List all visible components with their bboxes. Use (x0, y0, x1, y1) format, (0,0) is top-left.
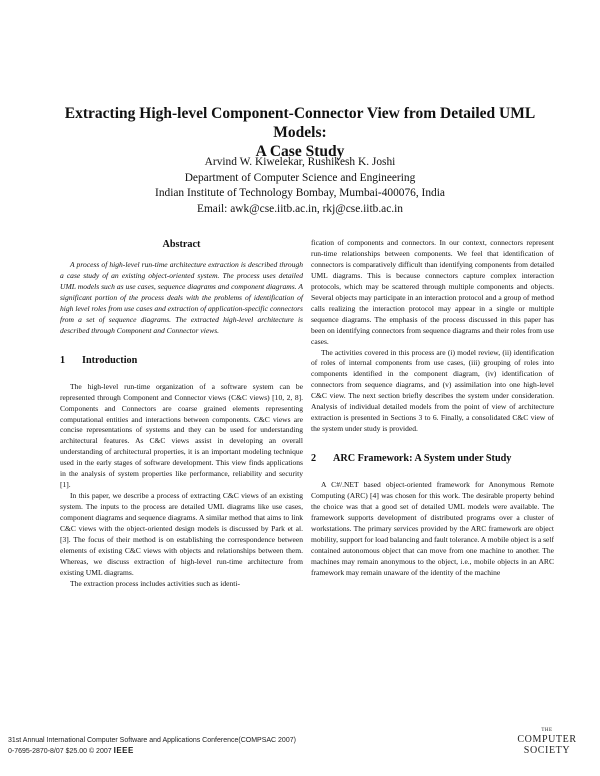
arc-paragraph-1: A C#/.NET based object-oriented framework for Anonymous Remote Computing (ARC) [4] was chosen for this work. The desirable property behind the choice was that a good set of detailed UML models were available. The framework supports development of distributed programs over a cluster of workstations. The primary services provided by the ARC framework are object mobility, support for load balancing and fault tolerance. A mobile object is a self contained autonomous object that can move from one machine to another. The machines may remain anonymous to the object, i.e., mobile objects in an ARC framework may remain unaware of the identity of the machine (311, 480, 554, 577)
section-2-title: ARC Framework: A System under Study (333, 453, 512, 465)
logo-society: SOCIETY (523, 745, 571, 756)
author-department: Department of Computer Science and Engineering (184, 171, 416, 184)
right-column (311, 238, 554, 579)
author-email: Email: awk@cse.iitb.ac.in, rkj@cse.iitb.ac.in (196, 202, 404, 215)
title-line-1: Extracting High-level Component-Connector View from Detailed UML Models: (64, 105, 536, 141)
intro-paragraph-2: In this paper, we describe a process of extracting C&C views of an existing system. The inputs to the process are detailed UML diagrams like use cases, component diagrams and sequence diagrams. A similar method that aims to link C&C views with the object-oriented design models is discussed by Park et al. [3]. The focus of their method is on establishing the correspondence between elements of existing C&C views with objects and relationships between them. Whereas, we discuss extraction of high-level run-time architecture from existing UML diagrams. (60, 491, 303, 577)
intro-paragraph-3-start: The extraction process includes activities such as identi- (70, 578, 240, 588)
section-1-heading (60, 355, 303, 367)
computer-society-logo (508, 728, 586, 756)
section-1-title: Introduction (82, 354, 138, 366)
footer-conference: 31st Annual International Computer Software and Applications Conference(COMPSAC 2007) (8, 737, 296, 744)
section-2-heading (311, 453, 554, 465)
intro-paragraph-4: The activities covered in this process are (i) model review, (ii) identification of roles of internal components from use cases, (iii) grouping of roles into components identified in the component diagram, (iv) identification of connectors from sequence diagrams, and (v) assimilation into one high-level C&C view. The next section briefly describes the system under consideration. Analysis of individual detailed models from the point of view of architecture extraction is presented in Sections 3 to 6. Finally, a consolidated C&C view of the system under study is provided. (311, 347, 554, 434)
author-institution: Indian Institute of Technology Bombay, Mumbai-400076, India (155, 187, 445, 199)
logo-the: THE (541, 728, 553, 733)
author-block (40, 155, 560, 217)
author-names: Arvind W. Kiwelekar, Rushikesh K. Joshi (204, 156, 396, 168)
intro-paragraph-3-continued: fication of components and connectors. In our context, connectors represent run-time relationships between components. We feel that identification of connectors is comparatively difficult than identifying components from detailed UML diagrams. This is because connectors capture complex interaction protocols, which may be scattered through multiple components and objects. Several objects may participate in an interaction protocol and a group of method calls realizing the interaction protocol may appear in a single or multiple sequence diagrams. The emphasis of the process discussed in this paper has been on identifying connectors from sequence diagrams and their roles from use cases. (311, 238, 554, 346)
logo-computer: COMPUTER (517, 734, 577, 745)
section-2-number: 2 (311, 453, 317, 465)
title-line-2: A Case Study (255, 143, 345, 160)
footer-isbn: 0-7695-2870-8/07 $25.00 © 2007 (8, 748, 112, 755)
abstract-heading: Abstract (162, 239, 201, 250)
paper-title (40, 104, 560, 161)
intro-paragraph-1: The high-level run-time organization of a software system can be represented through Component and Connector views (C&C views) [10, 2, 8]. Components and Connectors are coarse grained elements representing computational entities and interactions between components. C&C views are concise representations of systems and they can be used for understanding architectural features. As C&C views assist in developing an overall understanding of architectural properties, it is an important modeling technique used in the early stages of software development. This view finds applications in the analysis of system properties like performance, reliability and security [1]. (60, 381, 303, 490)
abstract-text: A process of high-level run-time architecture extraction is described through a case study of an existing object-oriented system. The process uses detailed UML models such as use cases, sequence diagrams and component diagrams. A significant portion of the process deals with the problems of identification of high level roles from use cases and extraction of application-specific connectors from a set of sequence diagrams. The extracted high-level architecture is described through Component and Connector views. (60, 260, 303, 335)
section-1-number: 1 (60, 354, 66, 366)
ieee-logo-text: IEEE (113, 746, 134, 755)
page-footer (8, 736, 296, 757)
left-column (60, 238, 303, 590)
footer-copyright (8, 746, 296, 757)
